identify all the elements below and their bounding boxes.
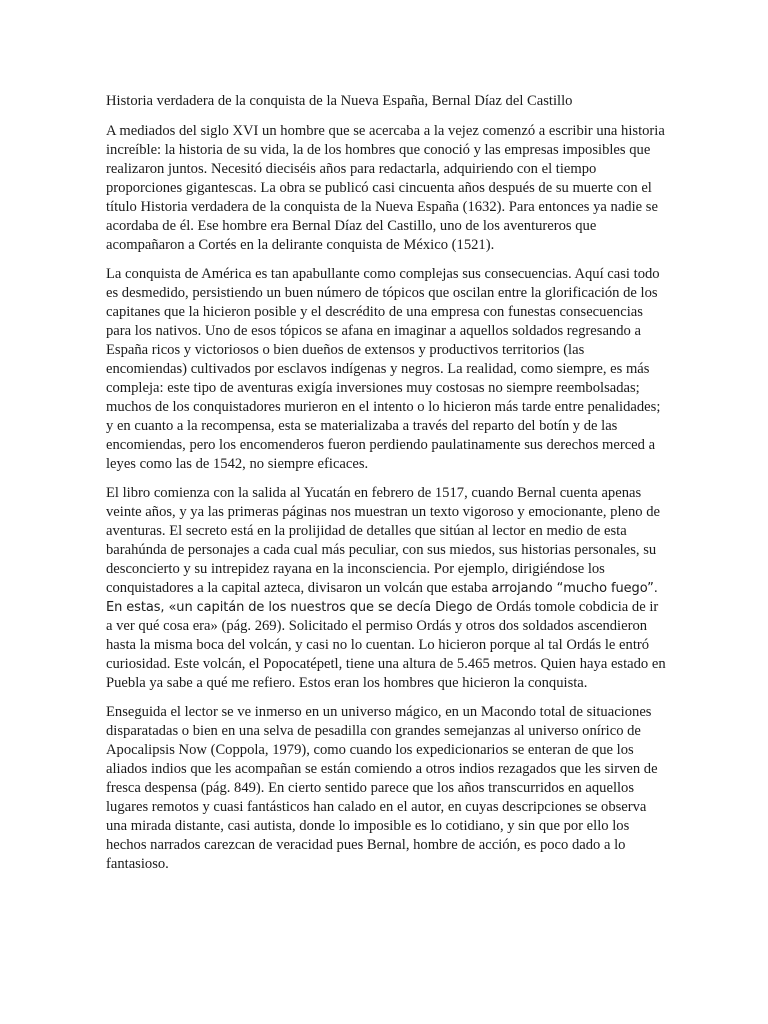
paragraph-3	[106, 484, 666, 693]
paragraph-4: Enseguida el lector se ve inmerso en un universo mágico, en un Macondo total de situaciones disparatadas o bien en una selva de pesadilla con grandes semejanzas al universo onírico de Apocalipsis Now (Coppola, 1979), como cuando los expedicionarios se enteran de que los aliados indios que les acompañan se están comiendo a otros indios rezagados que les sirven de fresca despensa (pág. 849). En cierto sentido parece que los años transcurridos en aquellos lugares remotos y cuasi fantásticos han calado en el autor, en cuyas descripciones se observa una mirada distante, casi autista, donde lo imposible es lo cotidiano, y sin que por ello los hechos narrados carezcan de veracidad pues Bernal, hombre de acción, es poco dado a lo fantasioso.	[106, 704, 658, 872]
document-title: Historia verdadera de la conquista de la Nueva España, Bernal Díaz del Castillo	[106, 93, 573, 109]
paragraph-2: La conquista de América es tan apabullante como complejas sus consecuencias. Aquí casi todo es desmedido, persistiendo un buen número de tópicos que oscilan entre la glorificación de los capitanes que la hicieron posible y el descrédito de una empresa con funestas consecuencias para los nativos. Uno de esos tópicos se afana en imaginar a aquellos soldados regresando a España ricos y victoriosos o bien dueños de extensos y productivos territorios (las encomiendas) cultivados por esclavos indígenas y negros. La realidad, como siempre, es más compleja: este tipo de aventuras exigía inversiones muy costosas no siempre reembolsadas; muchos de los conquistadores murieron en el intento o lo hicieron más tarde entre penalidades; y en cuanto a la recompensa, esta se materializaba a través del reparto del botín y de las encomiendas, pero los encomenderos fueron perdiendo paulatinamente sus derechos merced a leyes como las de 1542, no siempre eficaces.	[106, 266, 661, 472]
paragraph-3-part-2: Ordás tomole cobdicia de ir a ver qué cosa era» (pág. 269). Solicitado el permiso Ordás y otros dos soldados ascendieron hasta la misma boca del volcán, y casi no lo cuentan. Lo hicieron porque al tal Ordás le entró curiosidad. Este volcán, el Popocatépetl, tiene una altura de 5.465 metros. Quien haya estado en Puebla ya sabe a qué me refiero. Estos eran los hombres que hicieron la conquista.	[106, 599, 666, 691]
document-body	[106, 92, 666, 884]
paragraph-1: A mediados del siglo XVI un hombre que se acercaba a la vejez comenzó a escribir una historia increíble: la historia de su vida, la de los hombres que conoció y las empresas imposibles que realizaron juntos. Necesitó dieciséis años para redactarla, adquiriendo con el tiempo proporciones gigantescas. La obra se publicó casi cincuenta años después de su muerte con el título Historia verdadera de la conquista de la Nueva España (1632). Para entonces ya nadie se acordaba de él. Ese hombre era Bernal Díaz del Castillo, uno de los aventureros que acompañaron a Cortés en la delirante conquista de México (1521).	[106, 123, 665, 253]
paragraph-3-quote-line: arrojando “mucho fuego”. En estas, «un capitán de los nuestros que se decía Diego de	[106, 581, 658, 615]
paragraph-3-part-1: El libro comienza con la salida al Yucatán en febrero de 1517, cuando Bernal cuenta apenas veinte años, y ya las primeras páginas nos muestran un texto vigoroso y emocionante, pleno de aventuras. El secreto está en la prolijidad de detalles que sitúan al lector en medio de esta barahúnda de personajes a cada cual más peculiar, con sus miedos, sus historias personales, su desconcierto y su intrepidez rayana en la inconsciencia. Por ejemplo, dirigiéndose los conquistadores a la capital azteca, divisaron un volcán que estaba	[106, 485, 661, 596]
